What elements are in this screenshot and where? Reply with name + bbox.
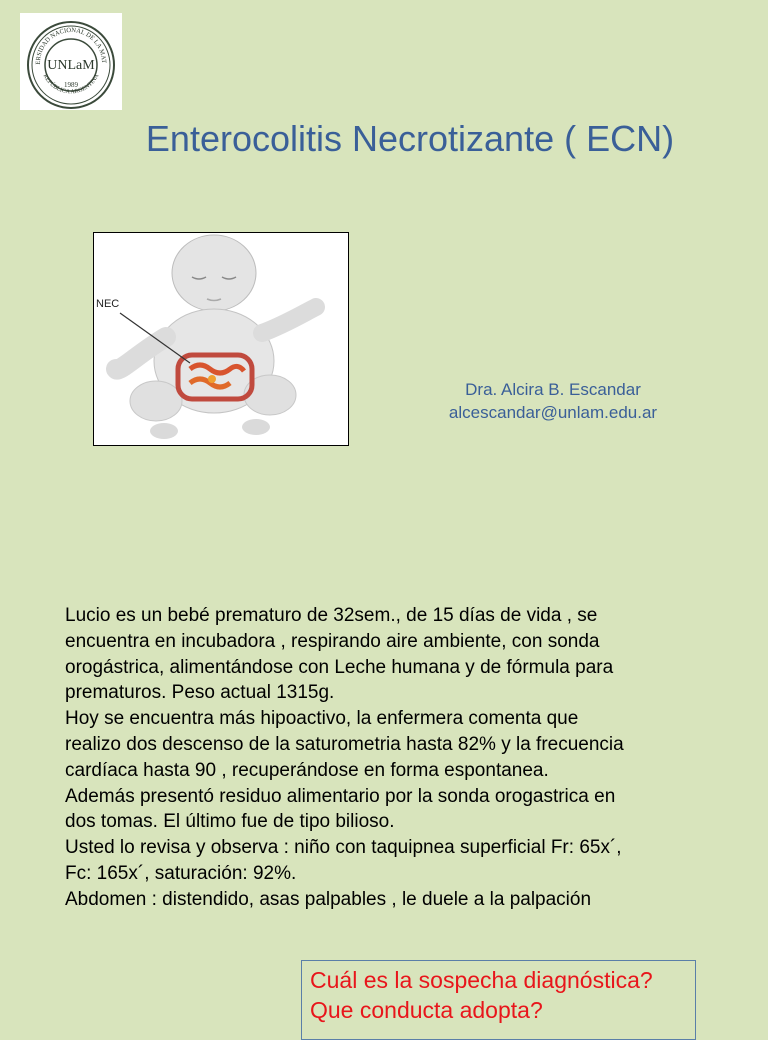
author-block: [400, 378, 706, 424]
author-email[interactable]: alcescandar@unlam.edu.ar: [448, 403, 658, 422]
case-line: Hoy se encuentra más hipoactivo, la enfermera comenta que: [65, 708, 579, 730]
question-conduct: Que conducta adopta?: [310, 997, 543, 1023]
case-line: cardíaca hasta 90 , recuperándose en forma espontanea.: [65, 759, 549, 781]
case-line: Lucio es un bebé prematuro de 32sem., de 15 días de vida , se: [65, 605, 598, 626]
case-line: realizo dos descenso de la saturometria hasta 82% y la frecuencia: [65, 733, 624, 755]
case-line: Fc: 165x´, saturación: 92%.: [65, 862, 297, 884]
case-line: prematuros. Peso actual 1315g.: [65, 682, 335, 704]
logo-text: UNLaM: [47, 58, 95, 73]
case-line: Abdomen : distendido, asas palpables , le duele a la palpación: [65, 888, 592, 910]
case-line: dos tomas. El último fue de tipo bilioso.: [65, 811, 395, 833]
page-title: Enterocolitis Necrotizante ( ECN): [145, 118, 675, 159]
unlam-logo: [20, 13, 122, 110]
logo-ring-top: ERSIDAD NACIONAL DE LA MAT: [34, 26, 108, 65]
case-text: [65, 603, 745, 913]
nec-label: NEC: [96, 298, 120, 310]
case-line: orogástrica, alimentándose con Leche humana y de fórmula para: [65, 656, 614, 678]
logo-year: 1989: [64, 81, 78, 89]
case-line: Usted lo revisa y observa : niño con taquipnea superficial Fr: 65x´,: [65, 837, 622, 859]
question-diagnosis: Cuál es la sospecha diagnóstica?: [310, 967, 653, 993]
case-line: Además presentó residuo alimentario por la sonda orogastrica en: [65, 785, 616, 807]
case-line: encuentra en incubadora , respirando aire ambiente, con sonda: [65, 630, 600, 652]
baby-nec-illustration: [93, 232, 349, 446]
questions-box: [301, 960, 696, 1040]
logo-ring-bottom: REPÚBLICA ARGENTINA: [41, 73, 101, 96]
author-name: Dra. Alcira B. Escandar: [465, 380, 641, 399]
